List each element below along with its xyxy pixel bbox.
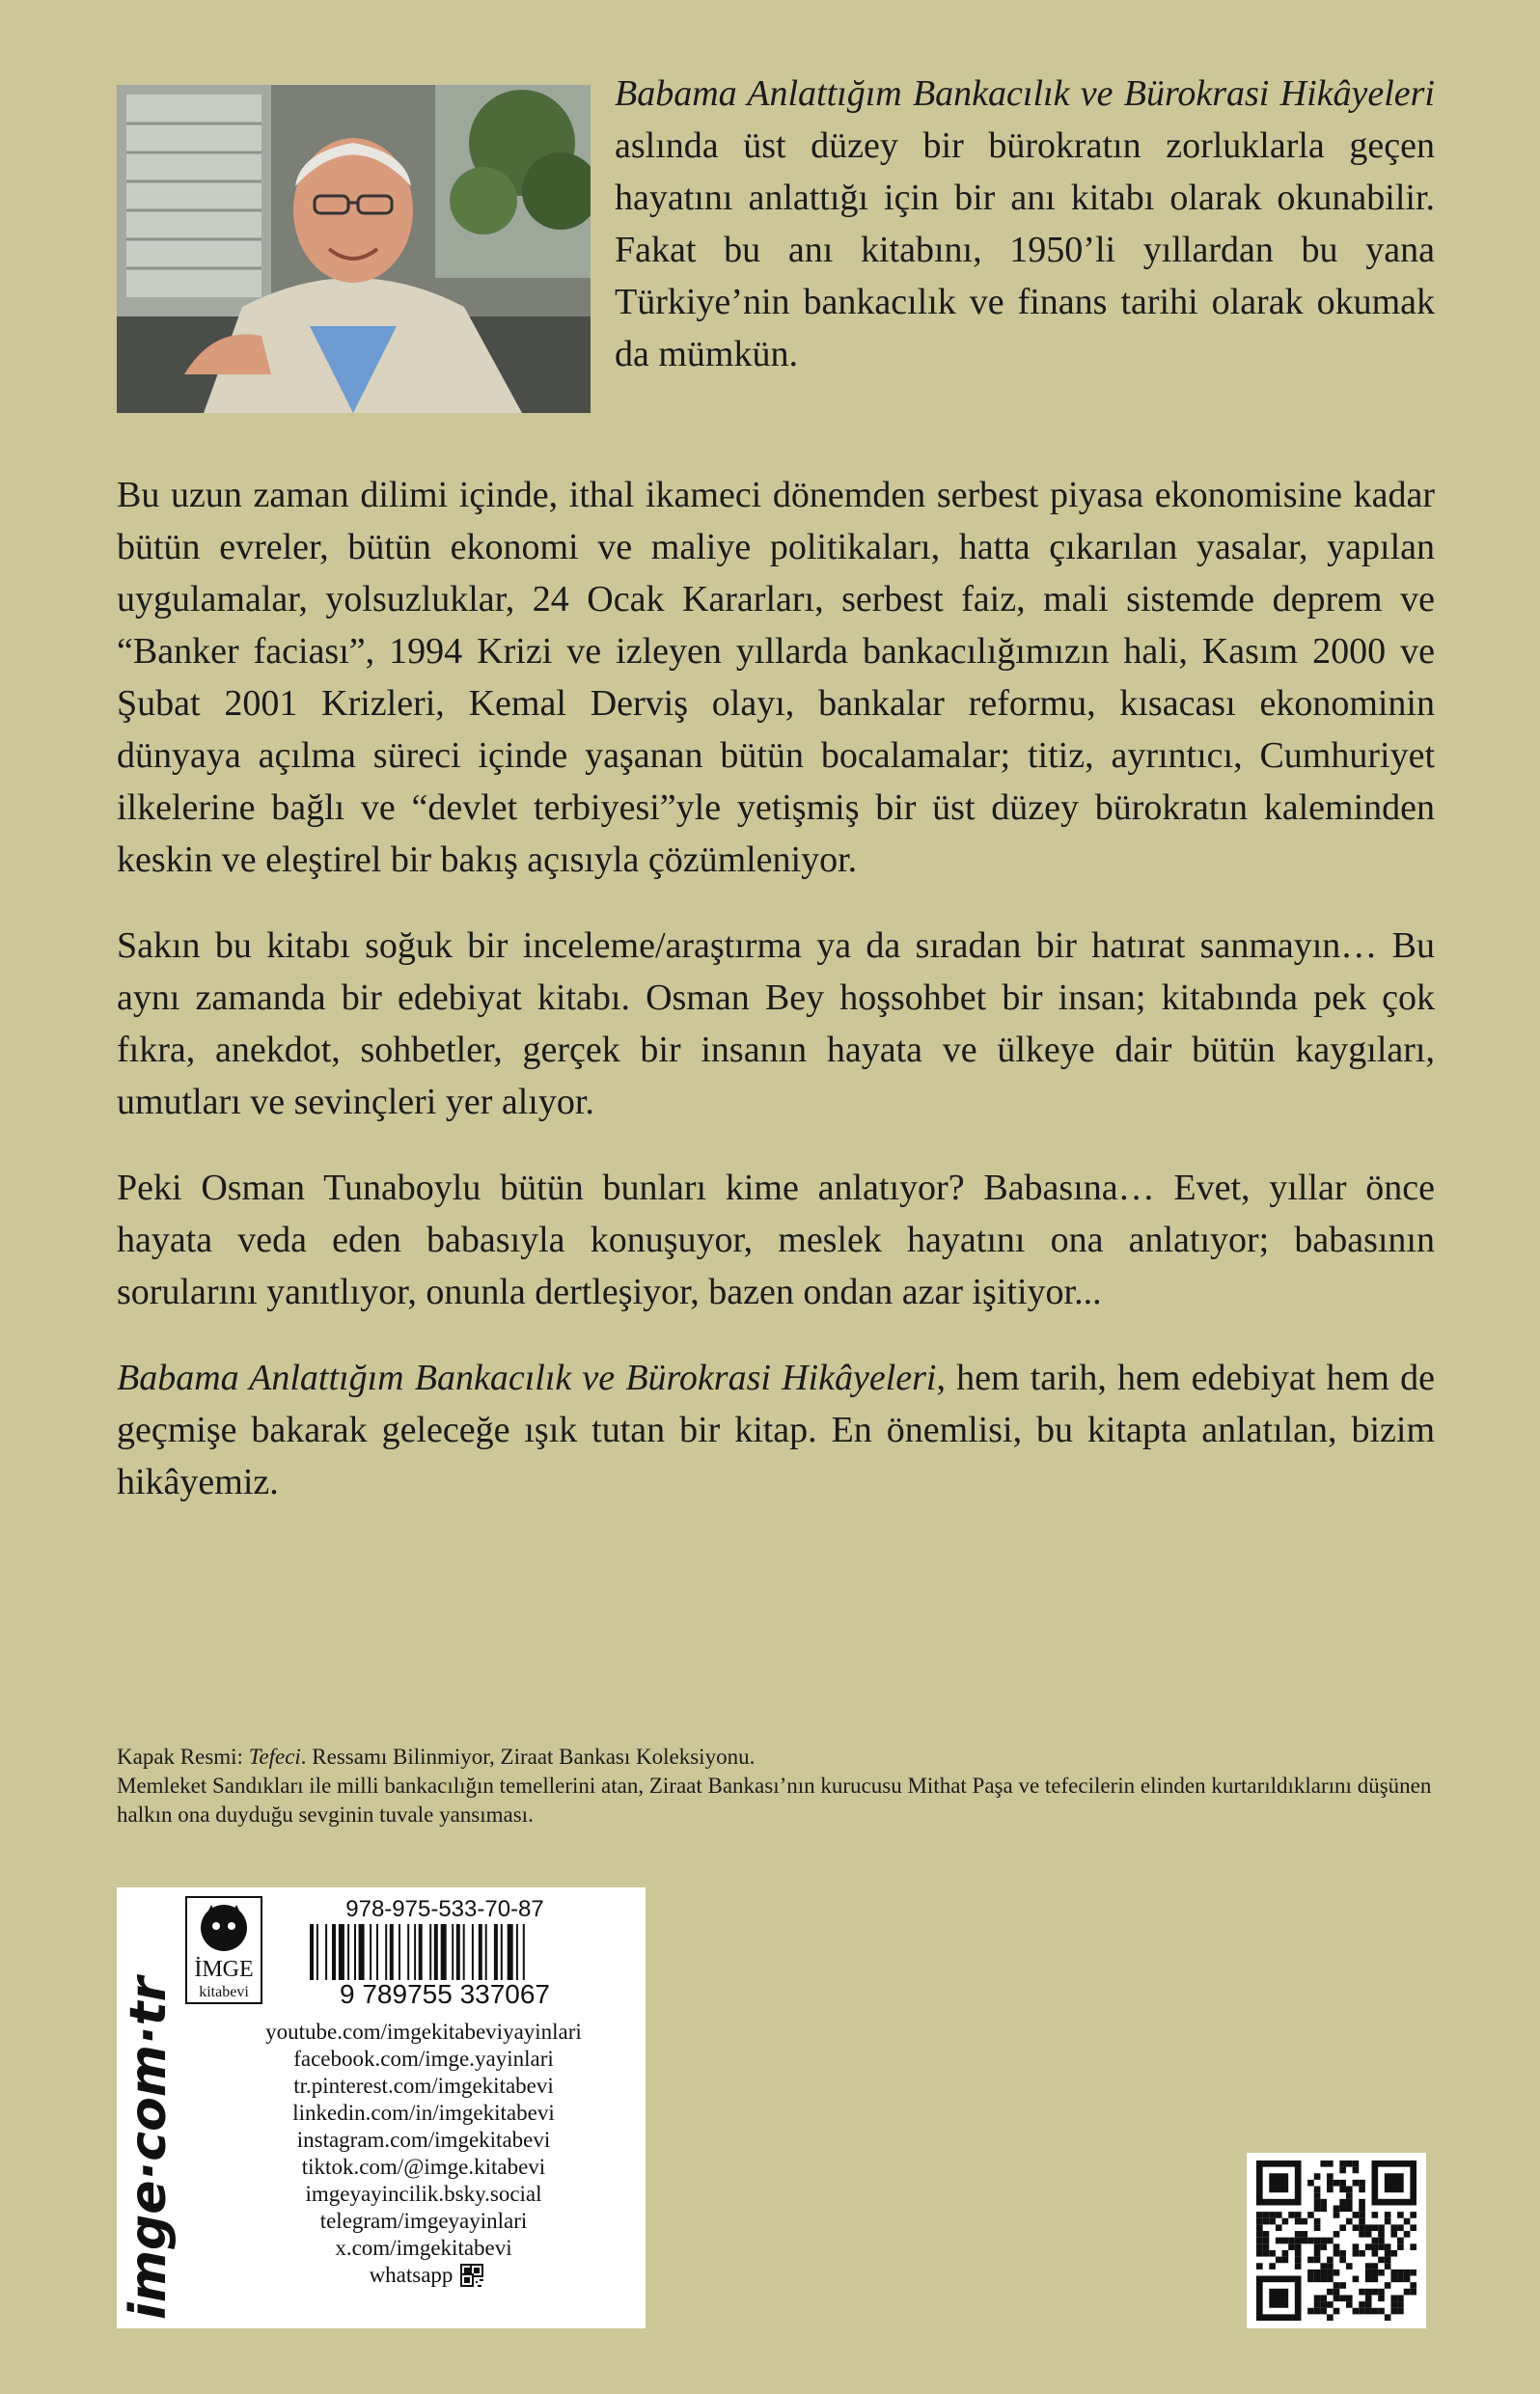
qr-module (1256, 2224, 1263, 2231)
qr-module (1295, 2250, 1302, 2257)
qr-module (1410, 2243, 1416, 2250)
qr-module (1301, 2231, 1307, 2238)
qr-module (1378, 2231, 1385, 2238)
imge-logo (186, 1897, 261, 2003)
qr-module (1314, 2257, 1321, 2264)
qr-module (1346, 2205, 1353, 2212)
qr-module (1353, 2250, 1360, 2257)
barcode-bar (429, 1924, 431, 1980)
qr-module (1372, 2212, 1379, 2218)
qr-module (476, 2281, 478, 2283)
barcode-bar (472, 1924, 474, 1980)
qr-module (1314, 2243, 1321, 2250)
qr-module (1397, 2301, 1404, 2308)
intro-text: aslında üst düzey bir bürokratın zorluklarla geçen hayatını anlattığı için bir anı kitabı olarak okunabilir. Fakat bu anı kitabını, 1950’li yıllardan bu yana Türkiye’nin bankacılık ve finans tarihi olarak okumak da mümkün. (615, 125, 1435, 374)
qr-module (1346, 2301, 1353, 2308)
qr-module (1339, 2295, 1346, 2301)
qr-module (1372, 2276, 1379, 2283)
qr-module (1314, 2270, 1321, 2276)
link-facebook[interactable]: facebook.com/imge.yayinlari (293, 2047, 554, 2071)
qr-module (1263, 2212, 1270, 2218)
qr-module (1359, 2187, 1365, 2193)
qr-pattern (1256, 2160, 1416, 2321)
qr-finder (464, 2277, 470, 2283)
qr-module (1307, 2180, 1314, 2187)
intro-paragraph (615, 68, 1435, 380)
qr-module (1314, 2218, 1321, 2225)
qr-module (1359, 2289, 1365, 2296)
qr-module (1353, 2212, 1360, 2218)
qr-module (1390, 2250, 1397, 2257)
barcode-bar (390, 1924, 394, 1980)
qr-finder (464, 2268, 470, 2273)
isbn-barcode (310, 1924, 525, 1980)
qr-module (1359, 2205, 1365, 2212)
barcode-bar (339, 1924, 344, 1980)
whatsapp-qr-icon (460, 2264, 483, 2287)
qr-module (1327, 2160, 1334, 2167)
qr-module (1390, 2301, 1397, 2308)
qr-module (1378, 2224, 1385, 2231)
caption-line-1: Kapak Resmi: Tefeci. Ressamı Bilinmiyor, Ziraat Bankası Koleksiyonu. (117, 1745, 756, 1769)
qr-module (1276, 2238, 1282, 2244)
qr-module (1263, 2243, 1270, 2250)
qr-module (480, 2285, 481, 2287)
qr-module (1334, 2212, 1340, 2218)
qr-module (1320, 2295, 1327, 2301)
qr-module (1276, 2212, 1282, 2218)
qr-module (1256, 2212, 1263, 2218)
qr-module (1365, 2308, 1372, 2315)
qr-module (1397, 2224, 1404, 2231)
link-bsky[interactable]: imgeyayincilik.bsky.social (305, 2182, 542, 2206)
qr-module (1397, 2238, 1404, 2244)
qr-module (1359, 2231, 1365, 2238)
barcode-bar (354, 1924, 356, 1980)
qr-module (1390, 2276, 1397, 2283)
qr-module (478, 2285, 480, 2287)
barcode-bar (359, 1924, 365, 1980)
qr-module (1320, 2308, 1327, 2315)
qr-module (1269, 2263, 1276, 2270)
qr-module (1256, 2231, 1263, 2238)
qr-module (1410, 2212, 1416, 2218)
barcode-bar (501, 1924, 503, 1980)
qr-module (481, 2279, 483, 2281)
barcode-bar (376, 1924, 378, 1980)
qr-module (1269, 2250, 1276, 2257)
qr-module (1282, 2257, 1289, 2264)
qr-module (1359, 2301, 1365, 2308)
qr-finder (1385, 2173, 1404, 2192)
qr-module (1295, 2212, 1302, 2218)
barcode-bar (385, 1924, 387, 1980)
paragraph-2: Sakın bu kitabı soğuk bir inceleme/araştırma ya da sıradan bir hatırat sanmayın… Bu aynı zamanda bir edebiyat kitabı. Osman Bey hoşsohbet bir insan; kitabında pek çok fıkra, anekdot, sohbetler, gerçek bir insanın hayata ve ülkeye dair bütün kaygıları, umutları ve sevinçleri yer alıyor. (117, 925, 1435, 1122)
qr-module (1385, 2263, 1391, 2270)
qr-module (480, 2279, 481, 2281)
link-tiktok[interactable]: tiktok.com/@imge.kitabevi (301, 2155, 546, 2179)
qr-module (1314, 2238, 1321, 2244)
qr-module (1378, 2289, 1385, 2296)
qr-module (1282, 2238, 1289, 2244)
qr-module (1295, 2243, 1302, 2250)
qr-module (1404, 2270, 1411, 2276)
qr-module (1390, 2224, 1397, 2231)
qr-module (1404, 2231, 1411, 2238)
qr-module (1378, 2238, 1385, 2244)
qr-module (1263, 2218, 1270, 2225)
qr-module (1314, 2173, 1321, 2180)
qr-module (1378, 2257, 1385, 2264)
qr-module (1314, 2295, 1321, 2301)
qr-module (1346, 2263, 1353, 2270)
qr-module (1390, 2270, 1397, 2276)
qr-module (1314, 2308, 1321, 2315)
qr-module (1378, 2270, 1385, 2276)
qr-module (1359, 2224, 1365, 2231)
logo-name: İMGE (194, 1957, 254, 1982)
qr-module (1320, 2205, 1327, 2212)
qr-module (1263, 2250, 1270, 2257)
qr-module (1378, 2308, 1385, 2315)
qr-module (1334, 2231, 1340, 2238)
logo-sub: kitabevi (199, 1984, 249, 2000)
qr-module (1320, 2270, 1327, 2276)
qr-module (1295, 2231, 1302, 2238)
qr-module (1353, 2167, 1360, 2174)
qr-module (1346, 2187, 1353, 2193)
qr-module (1327, 2301, 1334, 2308)
qr-module (1353, 2276, 1360, 2283)
caption-line-2: Memleket Sandıkları ile milli bankacılığın temellerini atan, Ziraat Bankası’nın kurucusu Mithat Paşa ve tefecilerin elinden kurtarıldıklarını düşünen halkın ona duyduğu sevginin tuvale yansıması. (117, 1774, 1432, 1827)
qr-module (1365, 2231, 1372, 2238)
qr-module (1334, 2180, 1340, 2187)
qr-module (1256, 2263, 1263, 2270)
qr-module (1372, 2263, 1379, 2270)
barcode-bar (452, 1924, 454, 1980)
barcode-bar (516, 1924, 518, 1980)
qr-module (1307, 2212, 1314, 2218)
qr-module (1365, 2276, 1372, 2283)
qr-module (1256, 2250, 1263, 2257)
qr-module (1410, 2270, 1416, 2276)
qr-module (1320, 2238, 1327, 2244)
barcode-bar (332, 1924, 336, 1980)
cover-caption (117, 1743, 1435, 1830)
qr-module (1353, 2243, 1360, 2250)
barcode-bar (463, 1924, 465, 1980)
qr-module (1282, 2250, 1289, 2257)
qr-module (1385, 2243, 1391, 2250)
qr-module (1339, 2167, 1346, 2174)
qr-module (1397, 2308, 1404, 2315)
qr-module (1390, 2231, 1397, 2238)
qr-module (1256, 2218, 1263, 2225)
qr-module (1307, 2276, 1314, 2283)
link-instagram[interactable]: instagram.com/imgekitabevi (296, 2128, 551, 2152)
qr-module (1359, 2218, 1365, 2225)
qr-module (1327, 2257, 1334, 2264)
qr-module (1339, 2224, 1346, 2231)
qr-module (1327, 2173, 1334, 2180)
qr-module (1263, 2238, 1270, 2244)
qr-module (1404, 2218, 1411, 2225)
qr-module (1390, 2308, 1397, 2315)
qr-module (1339, 2199, 1346, 2206)
qr-module (1334, 2289, 1340, 2296)
qr-module (1314, 2250, 1321, 2257)
qr-module (1339, 2250, 1346, 2257)
barcode-bar (347, 1924, 349, 1980)
barcode-bar (494, 1924, 498, 1980)
qr-module (1327, 2270, 1334, 2276)
qr-module (1390, 2295, 1397, 2301)
qr-module (1269, 2212, 1276, 2218)
qr-module (1334, 2243, 1340, 2250)
qr-module (1327, 2314, 1334, 2321)
qr-module (1404, 2276, 1411, 2283)
qr-module (1314, 2192, 1321, 2199)
qr-module (1295, 2238, 1302, 2244)
barcode-bar (485, 1924, 487, 1980)
qr-module (1365, 2263, 1372, 2270)
qr-module (1295, 2263, 1302, 2270)
qr-module (1327, 2238, 1334, 2244)
qr-module (1327, 2187, 1334, 2193)
qr-module (1320, 2243, 1327, 2250)
qr-module (1327, 2180, 1334, 2187)
paragraph-3: Peki Osman Tunaboylu bütün bunları kime anlatıyor? Babasına… Evet, yıllar önce hayata veda eden babasıyla konuşuyor, meslek hayatını ona anlatıyor; babasının sorularını yanıtlıyor, onunla dertleşiyor, bazen ondan azar işitiyor... (117, 1168, 1435, 1312)
qr-module (1276, 2224, 1282, 2231)
qr-module (1372, 2224, 1379, 2231)
qr-module (1353, 2224, 1360, 2231)
barcode-bar (370, 1924, 371, 1980)
qr-module (1327, 2263, 1334, 2270)
qr-module (1339, 2160, 1346, 2167)
book-title: Babama Anlattığım Bankacılık ve Bürokrasi Hikâyeleri (615, 73, 1435, 114)
qr-code[interactable] (1247, 2153, 1426, 2328)
qr-module (1359, 2180, 1365, 2187)
barcode-bar (441, 1924, 447, 1980)
qr-module (1346, 2192, 1353, 2199)
qr-module (1353, 2308, 1360, 2315)
author-photo (117, 85, 591, 413)
qr-module (1397, 2212, 1404, 2218)
qr-module (1334, 2282, 1340, 2289)
link-youtube[interactable]: youtube.com/imgekitabeviyayinlari (265, 2020, 582, 2044)
qr-module (1288, 2243, 1295, 2250)
qr-module (1410, 2224, 1416, 2231)
qr-module (1385, 2314, 1391, 2321)
qr-finder (1269, 2173, 1288, 2192)
barcode-bar (508, 1924, 513, 1980)
qr-module (1307, 2308, 1314, 2315)
qr-module (1327, 2276, 1334, 2283)
qr-module (1288, 2212, 1295, 2218)
qr-module (1346, 2160, 1353, 2167)
qr-module (1276, 2257, 1282, 2264)
qr-module (1314, 2301, 1321, 2308)
qr-module (1327, 2289, 1334, 2296)
barcode-bar (434, 1924, 438, 1980)
qr-module (1339, 2180, 1346, 2187)
qr-module (1320, 2199, 1327, 2206)
qr-module (1334, 2270, 1340, 2276)
vertical-site-text: imge·com·tr (120, 1976, 178, 2320)
qr-module (1365, 2270, 1372, 2276)
qr-module (1365, 2301, 1372, 2308)
qr-module (1372, 2250, 1379, 2257)
qr-module (1339, 2257, 1346, 2264)
qr-module (1320, 2301, 1327, 2308)
qr-finder (1269, 2289, 1288, 2308)
qr-module (1359, 2199, 1365, 2206)
qr-module (1359, 2250, 1365, 2257)
qr-module (1320, 2276, 1327, 2283)
closing-paragraph (117, 1352, 1435, 1508)
barcode-bar (479, 1924, 482, 1980)
book-title: Babama Anlattığım Bankacılık ve Bürokrasi Hikâyeleri (117, 1358, 937, 1398)
qr-module (1334, 2295, 1340, 2301)
barcode-bar (414, 1924, 416, 1980)
qr-module (1378, 2243, 1385, 2250)
qr-module (1365, 2224, 1372, 2231)
qr-module (1346, 2295, 1353, 2301)
qr-module (1307, 2270, 1314, 2276)
link-telegram[interactable]: telegram/imgeyayinlari (319, 2209, 528, 2233)
qr-module (1397, 2276, 1404, 2283)
barcode-bar (325, 1924, 327, 1980)
qr-module (1339, 2187, 1346, 2193)
qr-module (1372, 2308, 1379, 2315)
qr-module (1372, 2243, 1379, 2250)
qr-module (1334, 2308, 1340, 2315)
qr-module (1385, 2212, 1391, 2218)
qr-module (1301, 2218, 1307, 2225)
qr-module (1307, 2257, 1314, 2264)
artwork-title: Tefeci (248, 1745, 301, 1769)
qr-module (1282, 2218, 1289, 2225)
qr-module (1314, 2205, 1321, 2212)
isbn-bottom: 9 789755 337067 (340, 1979, 550, 2009)
qr-module (1295, 2218, 1302, 2225)
qr-module (1320, 2263, 1327, 2270)
qr-module (1385, 2250, 1391, 2257)
qr-module (1314, 2276, 1321, 2283)
qr-module (1385, 2257, 1391, 2264)
qr-module (1263, 2231, 1270, 2238)
barcode-bar (399, 1924, 400, 1980)
qr-module (1320, 2160, 1327, 2167)
qr-module (1307, 2238, 1314, 2244)
link-linkedin[interactable]: linkedin.com/in/imgekitabevi (292, 2101, 555, 2125)
qr-module (1397, 2243, 1404, 2250)
qr-module (1339, 2282, 1346, 2289)
qr-module (1385, 2282, 1391, 2289)
qr-module (1346, 2199, 1353, 2206)
qr-module (1339, 2205, 1346, 2212)
main-text (117, 469, 1435, 1542)
link-x[interactable]: x.com/imgekitabevi (335, 2236, 512, 2260)
qr-module (1353, 2160, 1360, 2167)
qr-module (1365, 2295, 1372, 2301)
qr-module (1397, 2270, 1404, 2276)
qr-module (1301, 2238, 1307, 2244)
qr-module (1359, 2212, 1365, 2218)
qr-module (1334, 2205, 1340, 2212)
qr-module (1372, 2238, 1379, 2244)
link-pinterest[interactable]: tr.pinterest.com/imgekitabevi (293, 2074, 554, 2098)
publisher-panel (117, 1887, 646, 2328)
qr-module (1314, 2224, 1321, 2231)
qr-module (1314, 2187, 1321, 2193)
barcode-bar (316, 1924, 318, 1980)
qr-module (1404, 2289, 1411, 2296)
qr-module (1365, 2243, 1372, 2250)
qr-module (1288, 2238, 1295, 2244)
qr-module (1256, 2238, 1263, 2244)
qr-module (1256, 2243, 1263, 2250)
qr-module (1334, 2250, 1340, 2257)
qr-module (1397, 2295, 1404, 2301)
qr-module (1378, 2295, 1385, 2301)
qr-module (1385, 2218, 1391, 2225)
isbn-top: 978-975-533-70-87 (345, 1896, 544, 1922)
barcode-bar (523, 1924, 525, 1980)
qr-module (1359, 2308, 1365, 2315)
qr-module (1365, 2289, 1372, 2296)
qr-module (1346, 2218, 1353, 2225)
barcode-bar (456, 1924, 460, 1980)
qr-module (1410, 2289, 1416, 2296)
qr-module (1353, 2180, 1360, 2187)
barcode-bar (419, 1924, 423, 1980)
paragraph-1: Bu uzun zaman dilimi içinde, ithal ikameci dönemden serbest piyasa ekonomisine kadar bütün evreler, bütün ekonomi ve maliye politikaları, hatta çıkarılan yasalar, yapılan uygulamalar, yolsuzluklar, 24 Ocak Kararları, serbest faiz, mali sistemde deprem ve “Banker faciası”, 1994 Krizi ve izleyen yıllarda bankacılığımızın hali, Kasım 2000 ve Şubat 2001 Krizleri, Kemal Derviş olayı, bankalar reformu, kısacası ekonominin dünyaya açılma süreci içinde yaşanan bütün bocalamalar; titiz, ayrıntıcı, Cumhuriyet ilkelerine bağlı ve “devlet terbiyesi”yle yetişmiş bir üst düzey bürokratın kaleminden keskin ve eleştirel bir bakış açısıyla çözümleniyor. (117, 475, 1435, 880)
qr-module (1410, 2282, 1416, 2289)
qr-module (1269, 2218, 1276, 2225)
barcode-bar (310, 1924, 314, 1980)
qr-module (1314, 2199, 1321, 2206)
barcode-bar (407, 1924, 409, 1980)
qr-finder (474, 2268, 480, 2273)
qr-module (1372, 2289, 1379, 2296)
link-whatsapp[interactable]: whatsapp (369, 2263, 454, 2287)
closing-text: , hem tarih, hem edebiyat hem de geçmişe bakarak geleceğe ışık tutan bir kitap. En önemlisi, bu kitapta anlatılan, bizim hikâyemiz. (117, 1358, 1435, 1502)
qr-module (1295, 2257, 1302, 2264)
qr-module (1372, 2270, 1379, 2276)
